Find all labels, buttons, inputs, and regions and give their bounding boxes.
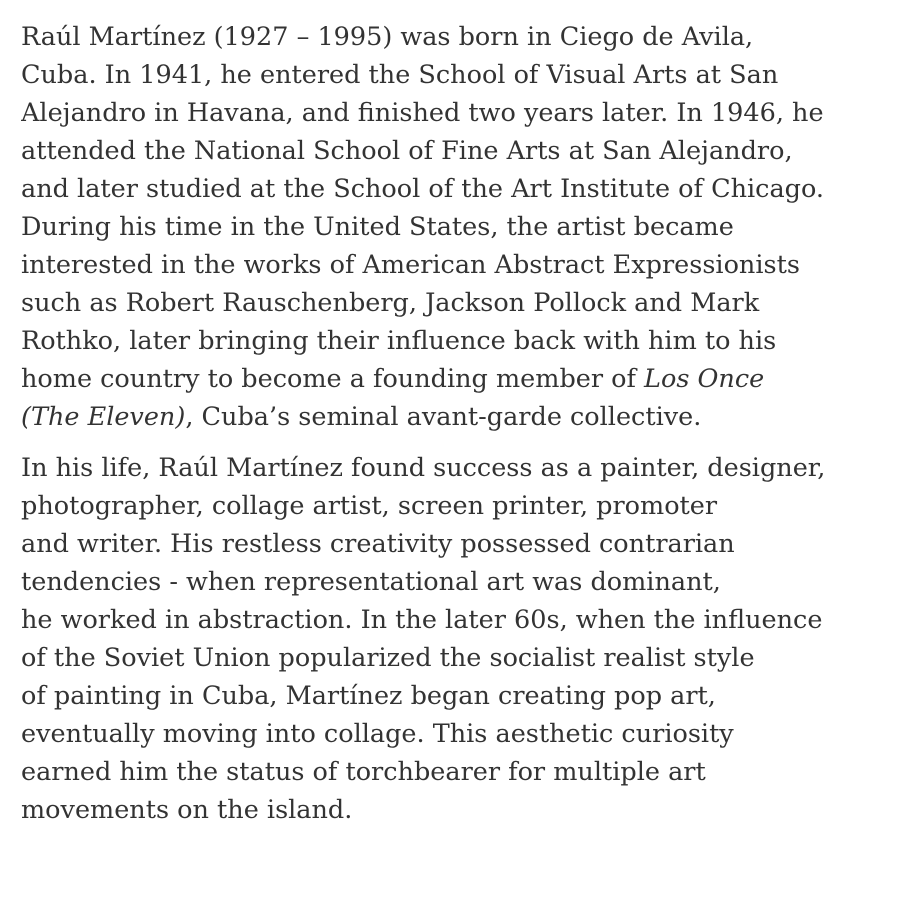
text-line: and later studied at the School of the Art Institute of Chicago. <box>21 174 824 204</box>
italic-group-name: Los Once <box>644 364 765 394</box>
text-line: tendencies - when representational art was dominant, <box>21 567 721 597</box>
text-line <box>21 360 879 398</box>
text-line: of the Soviet Union popularized the socialist realist style <box>21 643 755 673</box>
text-line: and writer. His restless creativity possessed contrarian <box>21 529 735 559</box>
text-line: eventually moving into collage. This aesthetic curiosity <box>21 719 734 749</box>
article-body <box>21 18 879 842</box>
paragraph-biography <box>21 18 879 436</box>
text-line: he worked in abstraction. In the later 60s, when the influence <box>21 605 823 635</box>
text-line: Rothko, later bringing their influence back with him to his <box>21 326 777 356</box>
text-line: interested in the works of American Abstract Expressionists <box>21 250 800 280</box>
text-line: attended the National School of Fine Arts at San Alejandro, <box>21 136 793 166</box>
text-line: photographer, collage artist, screen printer, promoter <box>21 491 718 521</box>
paragraph-career <box>21 449 879 829</box>
text-line: earned him the status of torchbearer for multiple art <box>21 757 706 787</box>
italic-group-translation: (The Eleven) <box>21 402 186 432</box>
text-line: Raúl Martínez (1927 – 1995) was born in Ciego de Avila, <box>21 22 754 52</box>
text-line <box>21 398 879 436</box>
text-line: movements on the island. <box>21 795 353 825</box>
text-run: home country to become a founding member of <box>21 364 645 394</box>
text-line: of painting in Cuba, Martínez began creating pop art, <box>21 681 716 711</box>
text-line: Alejandro in Havana, and finished two years later. In 1946, he <box>21 98 824 128</box>
text-line: During his time in the United States, the artist became <box>21 212 734 242</box>
text-line: such as Robert Rauschenberg, Jackson Pollock and Mark <box>21 288 760 318</box>
text-line: In his life, Raúl Martínez found success as a painter, designer, <box>21 453 826 483</box>
text-line: Cuba. In 1941, he entered the School of Visual Arts at San <box>21 60 779 90</box>
text-run: , Cuba’s seminal avant-garde collective. <box>185 402 702 432</box>
